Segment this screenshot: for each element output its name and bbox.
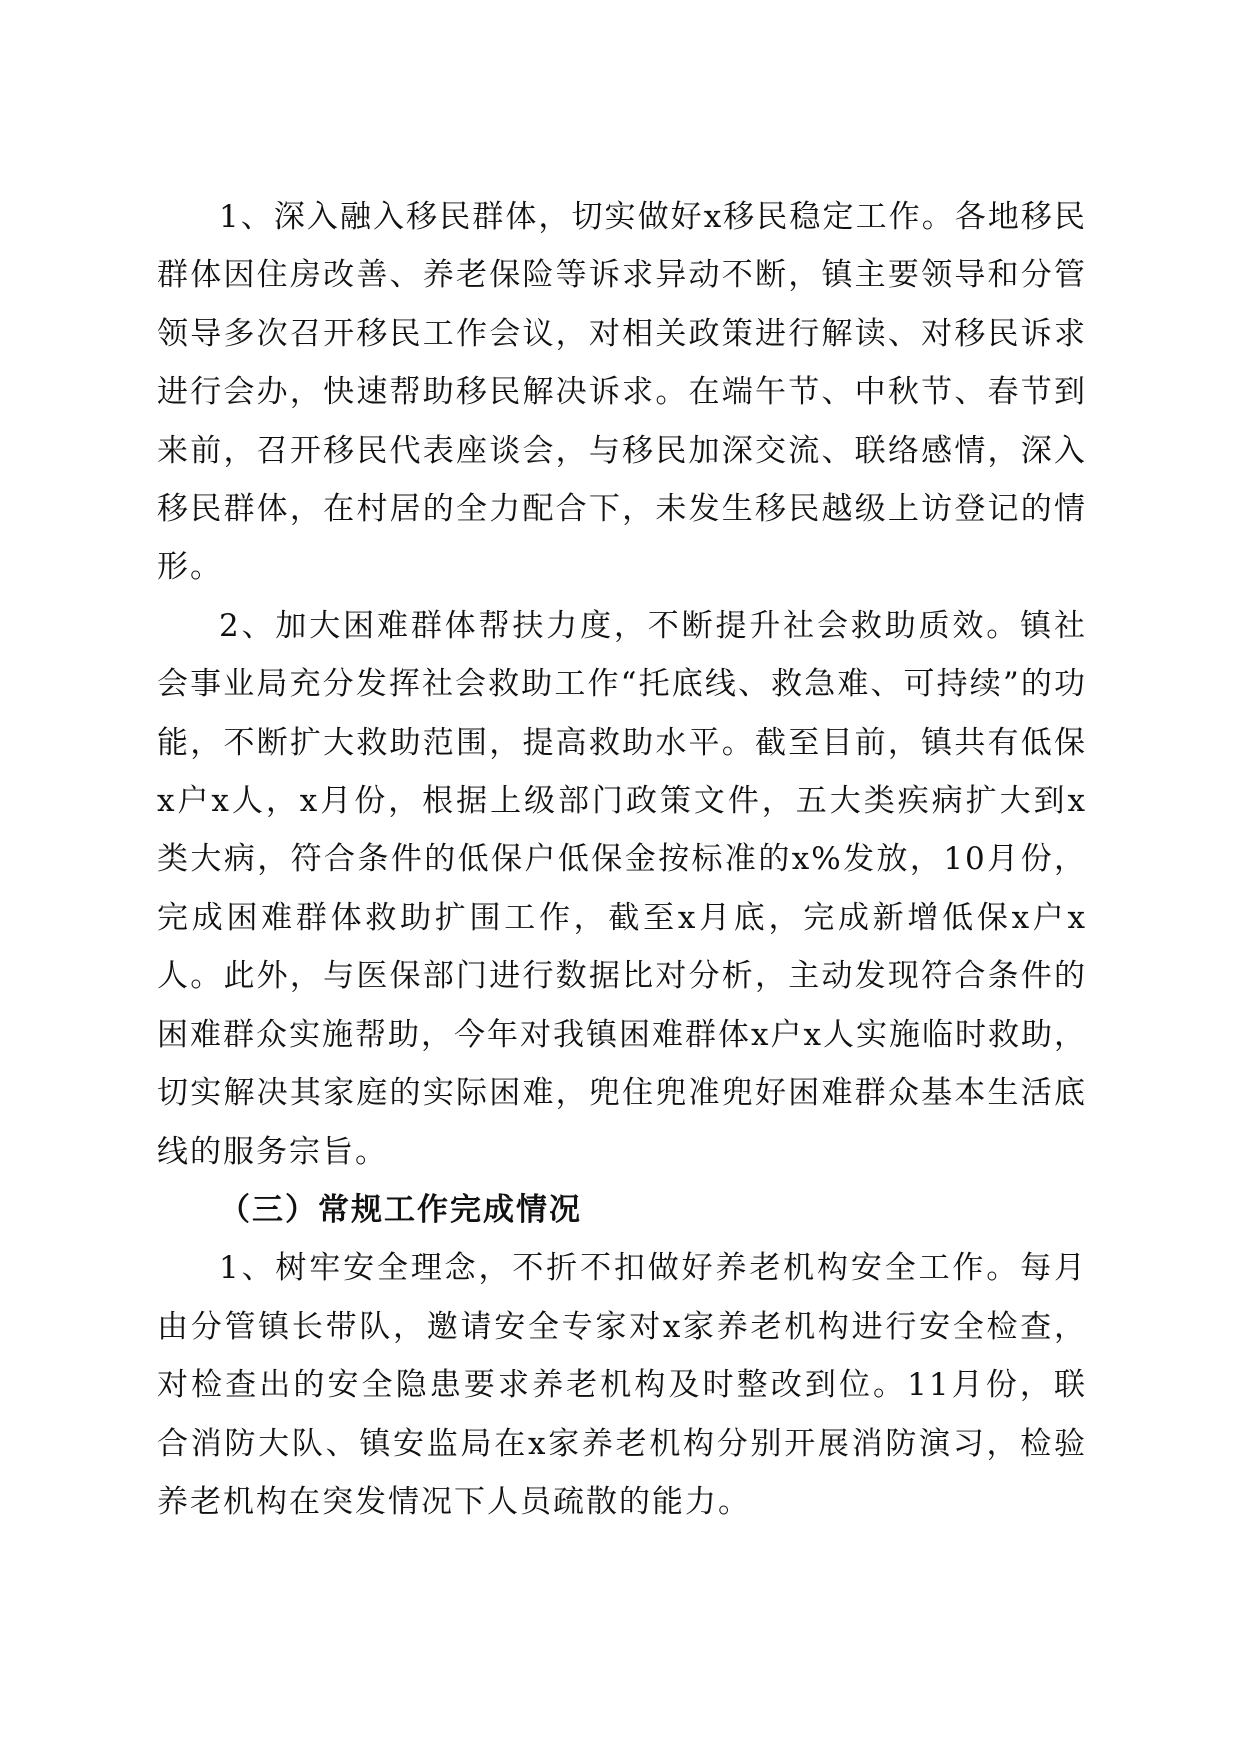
- paragraph-migrant-stability: 1、深入融入移民群体，切实做好x移民稳定工作。各地移民群体因住房改善、养老保险等诉求异动不断，镇主要领导和分管领导多次召开移民工作会议，对相关政策进行解读、对移民诉求进行会办，快速帮助移民解决诉求。在端午节、中秋节、春节到来前，召开移民代表座谈会，与移民加深交流、联络感情，深入移民群体，在村居的全力配合下，未发生移民越级上访登记的情形。: [157, 199, 1087, 586]
- document-body: [157, 188, 1087, 1531]
- paragraph-elderly-care-safety: 1、树牢安全理念，不折不扣做好养老机构安全工作。每月由分管镇长带队，邀请安全专家对x家养老机构进行安全检查，对检查出的安全隐患要求养老机构及时整改到位。11月份，联合消防大队、镇安监局在x家养老机构分别开展消防演习，检验养老机构在突发情况下人员疏散的能力。: [157, 1250, 1087, 1520]
- paragraph-social-assistance: 2、加大困难群体帮扶力度，不断提升社会救助质效。镇社会事业局充分发挥社会救助工作“托底线、救急难、可持续”的功能，不断扩大救助范围，提高救助水平。截至目前，镇共有低保x户x人，x月份，根据上级部门政策文件，五大类疾病扩大到x类大病，符合条件的低保户低保金按标准的x%发放，10月份，完成困难群体救助扩围工作，截至x月底，完成新增低保x户x人。此外，与医保部门进行数据比对分析，主动发现符合条件的困难群众实施帮助，今年对我镇困难群体x户x人实施临时救助，切实解决其家庭的实际困难，兜住兜准兜好困难群众基本生活底线的服务宗旨。: [157, 607, 1087, 1170]
- section-heading-routine-work: （三）常规工作完成情况: [219, 1191, 582, 1228]
